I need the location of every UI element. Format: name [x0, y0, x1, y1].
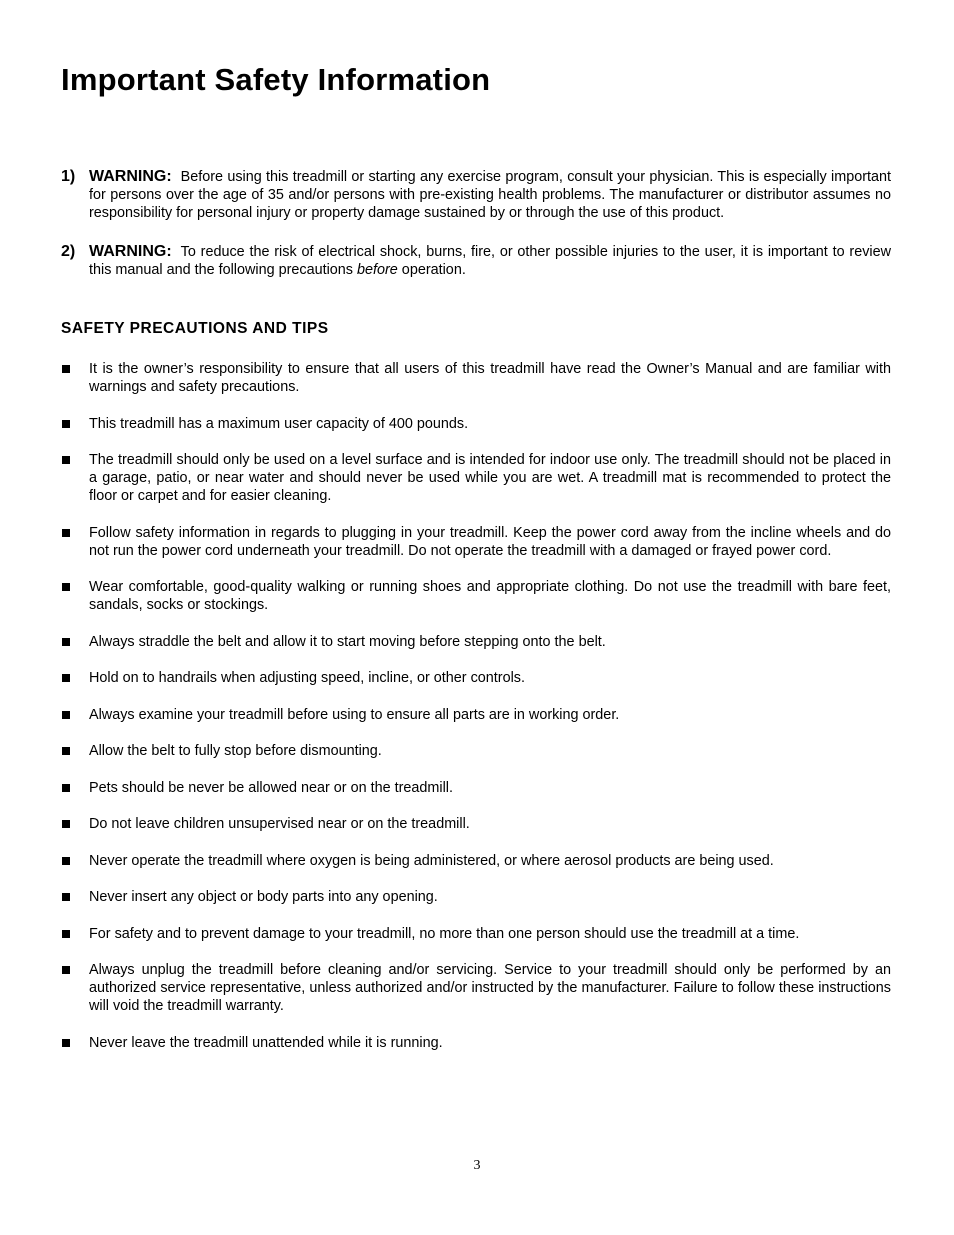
tip-text: Never leave the treadmill unattended while it is running. [89, 1034, 443, 1051]
square-bullet-icon [61, 360, 89, 378]
square-bullet-icon [61, 925, 89, 943]
list-item [61, 852, 891, 870]
tip-text: This treadmill has a maximum user capacity of 400 pounds. [89, 415, 469, 432]
square-bullet-icon [61, 1034, 89, 1052]
square-bullet-icon [61, 633, 89, 651]
warning-emphasis: before [357, 262, 398, 278]
square-bullet-icon [61, 815, 89, 833]
square-bullet-icon [61, 706, 89, 724]
tip-text: Never insert any object or body parts into any opening. [89, 889, 438, 905]
square-bullet-icon [61, 578, 89, 596]
tip-text: For safety and to prevent damage to your treadmill, no more than one person should use the treadmill at a time. [89, 925, 800, 942]
list-item [61, 360, 891, 396]
tip-text: Allow the belt to fully stop before dismounting. [89, 743, 382, 759]
section-heading: SAFETY PRECAUTIONS AND TIPS [61, 320, 329, 337]
warning-item [61, 168, 891, 222]
warning-text-end: operation. [397, 262, 466, 278]
warning-text: To reduce the risk of electrical shock, burns, fire, or other possible injuries to the user, it is important to review this manual and the following precautions [89, 244, 891, 278]
square-bullet-icon [61, 451, 89, 469]
tip-text: Always unplug the treadmill before cleaning and/or servicing. Service to your treadmill should only be performed by an authorized service representative, unless authorized and/or instructed by the manufacturer. Failure to follow these instructions will void the treadmill warranty. [89, 962, 891, 1014]
square-bullet-icon [61, 415, 89, 433]
list-item [61, 742, 891, 760]
safety-tips-list [61, 360, 891, 1070]
list-item [61, 524, 891, 560]
square-bullet-icon [61, 742, 89, 760]
page-number: 3 [473, 1158, 481, 1173]
warning-number: 2) [61, 243, 76, 260]
square-bullet-icon [61, 779, 89, 797]
square-bullet-icon [61, 669, 89, 687]
tip-text: Wear comfortable, good-quality walking or running shoes and appropriate clothing. Do not use the treadmill with bare feet, sandals, socks or stockings. [89, 579, 891, 613]
warning-number: 1) [61, 168, 76, 185]
tip-text: The treadmill should only be used on a level surface and is intended for indoor use only. The treadmill should not be placed in a garage, patio, or near water and should never be used while you are wet. A treadmill mat is recommended to protect the floor or carpet and for easier cleaning. [89, 452, 891, 504]
list-item [61, 415, 891, 433]
list-item [61, 633, 891, 651]
warning-body [89, 168, 891, 222]
warning-label: WARNING: [89, 168, 172, 185]
warning-label: WARNING: [89, 243, 172, 260]
list-item [61, 815, 891, 833]
warnings-list [61, 168, 891, 300]
list-item [61, 961, 891, 1015]
list-item [61, 451, 891, 505]
list-item [61, 779, 891, 797]
tip-text: Never operate the treadmill where oxygen is being administered, or where aerosol products are being used. [89, 852, 774, 869]
warning-item [61, 243, 891, 279]
tip-text: It is the owner’s responsibility to ensure that all users of this treadmill have read the Owner’s Manual and are familiar with warnings and safety precautions. [89, 361, 891, 395]
list-item [61, 888, 891, 906]
square-bullet-icon [61, 888, 89, 906]
list-item [61, 1034, 891, 1052]
square-bullet-icon [61, 524, 89, 542]
tip-text: Pets should be never be allowed near or on the treadmill. [89, 779, 453, 796]
tip-text: Always straddle the belt and allow it to start moving before stepping onto the belt. [89, 633, 606, 650]
warning-body [89, 243, 891, 279]
warning-text: Before using this treadmill or starting any exercise program, consult your physician. This is especially important for persons over the age of 35 and/or persons with pre-existing health problems. The manufacturer or distributor assumes no responsibility for personal injury or property damage sustained by or through the use of this product. [89, 169, 891, 221]
square-bullet-icon [61, 852, 89, 870]
tip-text: Follow safety information in regards to plugging in your treadmill. Keep the power cord away from the incline wheels and do not run the power cord underneath your treadmill. Do not operate the treadmill with a damaged or frayed power cord. [89, 524, 891, 559]
page-title: Important Safety Information [61, 62, 491, 97]
list-item [61, 925, 891, 943]
square-bullet-icon [61, 961, 89, 979]
list-item [61, 669, 891, 687]
list-item [61, 578, 891, 614]
list-item [61, 706, 891, 724]
tip-text: Hold on to handrails when adjusting speed, incline, or other controls. [89, 670, 525, 686]
tip-text: Always examine your treadmill before using to ensure all parts are in working order. [89, 706, 620, 723]
tip-text: Do not leave children unsupervised near or on the treadmill. [89, 816, 470, 832]
